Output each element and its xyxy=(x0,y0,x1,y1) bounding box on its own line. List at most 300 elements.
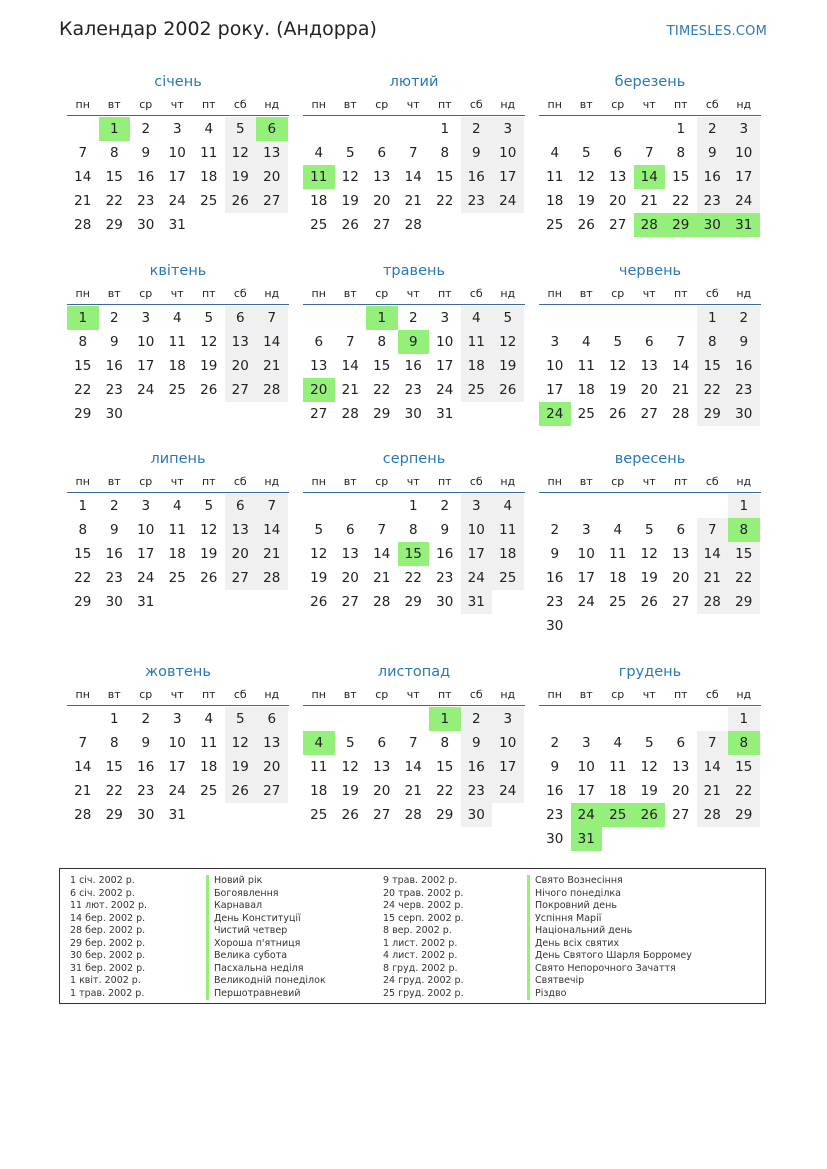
day-cell: 4 xyxy=(613,734,623,751)
day-cell: 5 xyxy=(345,144,355,161)
weekday-label: сб xyxy=(233,475,247,488)
day-cell: 20 xyxy=(640,381,658,398)
empty-cell xyxy=(398,117,430,141)
day-cell: 17 xyxy=(168,168,186,185)
day-cell: 12 xyxy=(640,545,658,562)
weekday-label: чт xyxy=(170,475,184,488)
day-cell: 12 xyxy=(640,758,658,775)
day-cell: 21 xyxy=(256,354,288,378)
weekday-label: пн xyxy=(311,287,326,300)
weekday-label: пт xyxy=(201,475,216,488)
day-cell: 27 xyxy=(373,216,391,233)
weekday-label: сб xyxy=(705,475,719,488)
empty-cell xyxy=(335,117,367,141)
day-cell: 23 xyxy=(697,189,729,213)
day-cell: 27 xyxy=(256,779,288,803)
day-cell: 11 xyxy=(461,330,493,354)
day-cell: 19 xyxy=(577,192,595,209)
empty-cell xyxy=(335,306,367,330)
legend-date: 29 бер. 2002 р. xyxy=(70,937,146,949)
legend-date: 31 бер. 2002 р. xyxy=(70,962,146,974)
day-cell: 15 xyxy=(105,168,123,185)
weekday-label: чт xyxy=(406,475,420,488)
day-cell: 18 xyxy=(577,381,595,398)
day-cell: 7 xyxy=(345,333,355,350)
empty-cell xyxy=(67,707,99,731)
weekday-header xyxy=(303,685,525,706)
legend-dates-right xyxy=(383,875,464,1000)
day-cell: 25 xyxy=(546,216,564,233)
day-cell: 22 xyxy=(436,192,454,209)
day-cell: 7 xyxy=(256,494,288,518)
day-cell: 6 xyxy=(345,521,355,538)
legend-date: 1 лист. 2002 р. xyxy=(383,937,458,949)
day-cell: 10 xyxy=(168,144,186,161)
day-cell: 8 xyxy=(78,521,88,538)
legend-holiday-name: Свято Непорочного Зачаття xyxy=(527,963,692,976)
day-cell: 9 xyxy=(461,141,493,165)
weekday-label: пн xyxy=(311,98,326,111)
day-cell: 17 xyxy=(461,542,493,566)
day-cell: 29 xyxy=(105,216,123,233)
day-cell: 12 xyxy=(609,357,627,374)
day-cell: 14 xyxy=(341,357,359,374)
day-cell: 29 xyxy=(728,590,760,614)
day-cell: 14 xyxy=(74,168,92,185)
empty-cell xyxy=(571,306,603,330)
day-grid xyxy=(67,707,289,827)
day-cell: 15 xyxy=(105,758,123,775)
empty-cell xyxy=(539,494,571,518)
day-cell: 19 xyxy=(200,357,218,374)
day-cell: 7 xyxy=(256,306,288,330)
day-cell: 18 xyxy=(310,782,328,799)
legend-date: 20 трав. 2002 р. xyxy=(383,887,464,899)
day-cell: 22 xyxy=(404,569,422,586)
legend-holiday-name: День всіх святих xyxy=(527,938,692,951)
day-cell: 27 xyxy=(310,405,328,422)
empty-cell xyxy=(335,707,367,731)
day-cell: 9 xyxy=(109,521,119,538)
legend-holiday-name: Успіння Марії xyxy=(527,913,692,926)
weekday-label: ср xyxy=(139,98,153,111)
day-cell: 26 xyxy=(492,378,524,402)
day-cell: 8 xyxy=(408,521,418,538)
day-cell: 17 xyxy=(137,357,155,374)
day-cell: 6 xyxy=(676,521,686,538)
day-cell: 1 xyxy=(676,120,686,137)
day-cell: 28 xyxy=(404,806,422,823)
month-name: жовтень xyxy=(145,664,211,680)
weekday-label: пн xyxy=(75,98,90,111)
weekday-label: сб xyxy=(233,287,247,300)
weekday-label: нд xyxy=(736,287,752,300)
day-cell: 16 xyxy=(436,545,454,562)
holiday-day-cell: 20 xyxy=(303,378,335,402)
weekday-label: нд xyxy=(500,475,516,488)
day-cell: 12 xyxy=(492,330,524,354)
weekday-header xyxy=(67,284,289,305)
legend-date: 25 груд. 2002 р. xyxy=(383,987,464,999)
weekday-label: нд xyxy=(736,688,752,701)
day-cell: 9 xyxy=(109,333,119,350)
day-cell: 9 xyxy=(550,758,560,775)
weekday-label: ср xyxy=(375,688,389,701)
day-cell: 30 xyxy=(728,402,760,426)
holiday-day-cell: 1 xyxy=(99,117,131,141)
day-cell: 14 xyxy=(404,758,422,775)
day-cell: 22 xyxy=(74,569,92,586)
day-cell: 29 xyxy=(697,402,729,426)
month-3 xyxy=(539,72,761,237)
day-cell: 19 xyxy=(341,782,359,799)
day-cell: 21 xyxy=(341,381,359,398)
day-cell: 6 xyxy=(377,734,387,751)
day-cell: 2 xyxy=(697,117,729,141)
empty-cell xyxy=(602,707,634,731)
day-cell: 17 xyxy=(168,758,186,775)
day-cell: 10 xyxy=(577,545,595,562)
day-cell: 23 xyxy=(436,569,454,586)
day-cell: 15 xyxy=(672,168,690,185)
day-cell: 16 xyxy=(546,569,564,586)
day-cell: 13 xyxy=(640,357,658,374)
day-grid xyxy=(539,117,761,237)
empty-cell xyxy=(571,117,603,141)
day-cell: 3 xyxy=(461,494,493,518)
empty-cell xyxy=(539,306,571,330)
day-cell: 22 xyxy=(672,192,690,209)
empty-cell xyxy=(697,707,729,731)
weekday-label: чт xyxy=(170,688,184,701)
day-cell: 5 xyxy=(345,734,355,751)
weekday-header xyxy=(539,685,761,706)
day-cell: 2 xyxy=(550,521,560,538)
legend-date: 9 трав. 2002 р. xyxy=(383,875,458,886)
day-grid xyxy=(67,306,289,426)
day-cell: 17 xyxy=(492,165,524,189)
holiday-day-cell: 9 xyxy=(398,330,430,354)
day-cell: 24 xyxy=(461,566,493,590)
month-name: січень xyxy=(154,74,202,90)
legend-holiday-name: Великодній понеділок xyxy=(206,975,326,988)
weekday-label: нд xyxy=(736,98,752,111)
day-cell: 23 xyxy=(105,569,123,586)
day-cell: 30 xyxy=(546,830,564,847)
day-cell: 11 xyxy=(200,144,218,161)
empty-cell xyxy=(602,117,634,141)
day-cell: 14 xyxy=(404,168,422,185)
legend-date: 1 січ. 2002 р. xyxy=(70,875,135,886)
day-cell: 26 xyxy=(200,381,218,398)
day-cell: 9 xyxy=(141,144,151,161)
day-cell: 6 xyxy=(225,306,257,330)
holiday-day-cell: 1 xyxy=(366,306,398,330)
day-cell: 5 xyxy=(581,144,591,161)
day-cell: 12 xyxy=(577,168,595,185)
weekday-label: вт xyxy=(107,688,121,701)
empty-cell xyxy=(634,494,666,518)
day-cell: 8 xyxy=(697,330,729,354)
legend-names-right xyxy=(527,875,692,1000)
day-cell: 3 xyxy=(141,497,151,514)
legend-date: 14 бер. 2002 р. xyxy=(70,912,146,924)
weekday-label: сб xyxy=(233,98,247,111)
day-cell: 20 xyxy=(225,542,257,566)
day-cell: 10 xyxy=(546,357,564,374)
day-cell: 16 xyxy=(728,354,760,378)
day-cell: 5 xyxy=(225,117,257,141)
day-cell: 21 xyxy=(640,192,658,209)
weekday-label: сб xyxy=(469,98,483,111)
weekday-label: пт xyxy=(201,287,216,300)
day-cell: 30 xyxy=(137,806,155,823)
day-cell: 23 xyxy=(461,779,493,803)
day-cell: 7 xyxy=(408,144,418,161)
day-cell: 2 xyxy=(109,497,119,514)
day-cell: 18 xyxy=(609,782,627,799)
day-cell: 11 xyxy=(546,168,564,185)
empty-cell xyxy=(303,306,335,330)
weekday-label: пт xyxy=(437,475,452,488)
day-cell: 1 xyxy=(728,494,760,518)
weekday-label: ср xyxy=(139,475,153,488)
day-cell: 23 xyxy=(728,378,760,402)
holiday-day-cell: 26 xyxy=(634,803,666,827)
day-cell: 25 xyxy=(492,566,524,590)
month-name: грудень xyxy=(618,664,682,680)
day-cell: 29 xyxy=(373,405,391,422)
weekday-label: ср xyxy=(611,688,625,701)
weekday-label: чт xyxy=(406,98,420,111)
day-cell: 14 xyxy=(697,755,729,779)
day-cell: 20 xyxy=(256,755,288,779)
day-cell: 26 xyxy=(225,189,257,213)
holiday-day-cell: 1 xyxy=(67,306,99,330)
weekday-label: нд xyxy=(736,475,752,488)
legend-date: 11 лют. 2002 р. xyxy=(70,900,147,911)
day-cell: 9 xyxy=(728,330,760,354)
day-cell: 17 xyxy=(546,381,564,398)
day-cell: 4 xyxy=(461,306,493,330)
day-cell: 10 xyxy=(461,518,493,542)
day-cell: 27 xyxy=(609,216,627,233)
day-cell: 19 xyxy=(640,569,658,586)
day-cell: 12 xyxy=(341,758,359,775)
day-cell: 15 xyxy=(728,542,760,566)
day-grid xyxy=(303,117,525,237)
day-cell: 17 xyxy=(137,545,155,562)
month-name: лютий xyxy=(389,74,439,90)
weekday-label: пт xyxy=(437,98,452,111)
empty-cell xyxy=(335,494,367,518)
holiday-day-cell: 24 xyxy=(539,402,571,426)
day-cell: 5 xyxy=(644,734,654,751)
weekday-label: вт xyxy=(579,98,593,111)
weekday-header xyxy=(303,95,525,116)
legend-holiday-name: Свято Вознесіння xyxy=(527,875,692,888)
legend-date: 6 січ. 2002 р. xyxy=(70,887,135,899)
weekday-label: сб xyxy=(705,98,719,111)
weekday-label: вт xyxy=(579,688,593,701)
day-cell: 16 xyxy=(461,165,493,189)
day-cell: 13 xyxy=(256,731,288,755)
day-grid xyxy=(539,494,761,638)
day-grid xyxy=(303,707,525,827)
weekday-label: пт xyxy=(437,688,452,701)
day-cell: 28 xyxy=(256,566,288,590)
day-cell: 12 xyxy=(200,333,218,350)
legend-holiday-name: Карнавал xyxy=(206,900,326,913)
day-cell: 29 xyxy=(74,405,92,422)
day-cell: 7 xyxy=(676,333,686,350)
weekday-label: нд xyxy=(264,688,280,701)
day-cell: 2 xyxy=(141,120,151,137)
day-cell: 20 xyxy=(672,782,690,799)
day-cell: 18 xyxy=(310,192,328,209)
legend-holiday-name: Богоявлення xyxy=(206,888,326,901)
weekday-label: вт xyxy=(579,475,593,488)
day-cell: 6 xyxy=(225,494,257,518)
weekday-header xyxy=(539,472,761,493)
day-cell: 21 xyxy=(74,192,92,209)
day-cell: 15 xyxy=(74,357,92,374)
day-cell: 5 xyxy=(204,309,214,326)
day-cell: 19 xyxy=(200,545,218,562)
day-cell: 24 xyxy=(137,569,155,586)
day-cell: 15 xyxy=(436,168,454,185)
day-grid xyxy=(539,306,761,426)
month-12 xyxy=(539,662,761,851)
holiday-day-cell: 11 xyxy=(303,165,335,189)
day-cell: 31 xyxy=(137,593,155,610)
weekday-label: сб xyxy=(469,688,483,701)
day-grid xyxy=(303,306,525,426)
day-cell: 22 xyxy=(728,566,760,590)
day-cell: 8 xyxy=(440,734,450,751)
day-cell: 12 xyxy=(225,141,257,165)
day-cell: 18 xyxy=(168,545,186,562)
day-cell: 3 xyxy=(550,333,560,350)
day-cell: 7 xyxy=(78,734,88,751)
day-cell: 4 xyxy=(314,144,324,161)
day-cell: 22 xyxy=(436,782,454,799)
day-cell: 25 xyxy=(577,405,595,422)
legend-date: 1 трав. 2002 р. xyxy=(70,987,145,999)
legend-holiday-name: Пасхальна неділя xyxy=(206,963,326,976)
day-cell: 24 xyxy=(168,782,186,799)
month-name: березень xyxy=(614,74,686,90)
weekday-label: вт xyxy=(107,475,121,488)
day-cell: 21 xyxy=(697,566,729,590)
weekday-label: чт xyxy=(406,287,420,300)
day-cell: 11 xyxy=(310,758,328,775)
day-cell: 25 xyxy=(200,192,218,209)
day-cell: 27 xyxy=(672,806,690,823)
weekday-label: сб xyxy=(705,287,719,300)
day-cell: 18 xyxy=(609,569,627,586)
weekday-label: ср xyxy=(375,287,389,300)
month-name: червень xyxy=(618,263,682,279)
legend-holiday-name: Велика субота xyxy=(206,950,326,963)
day-cell: 8 xyxy=(676,144,686,161)
weekday-header xyxy=(303,472,525,493)
day-cell: 5 xyxy=(225,707,257,731)
day-cell: 2 xyxy=(408,309,418,326)
day-cell: 24 xyxy=(137,381,155,398)
day-cell: 6 xyxy=(256,707,288,731)
day-cell: 4 xyxy=(204,120,214,137)
day-cell: 23 xyxy=(105,381,123,398)
day-cell: 13 xyxy=(373,168,391,185)
day-cell: 10 xyxy=(728,141,760,165)
day-cell: 7 xyxy=(78,144,88,161)
day-cell: 15 xyxy=(697,354,729,378)
holiday-day-cell: 24 xyxy=(571,803,603,827)
day-cell: 25 xyxy=(609,593,627,610)
day-cell: 11 xyxy=(577,357,595,374)
day-cell: 12 xyxy=(341,168,359,185)
day-cell: 10 xyxy=(492,731,524,755)
day-cell: 16 xyxy=(404,357,422,374)
day-cell: 13 xyxy=(225,330,257,354)
day-cell: 5 xyxy=(613,333,623,350)
weekday-label: пн xyxy=(547,98,562,111)
day-cell: 25 xyxy=(200,782,218,799)
month-name: липень xyxy=(150,451,206,467)
weekday-label: вт xyxy=(343,688,357,701)
legend-holiday-name: Святвечір xyxy=(527,975,692,988)
month-name: квітень xyxy=(149,263,207,279)
weekday-label: ср xyxy=(375,98,389,111)
day-cell: 17 xyxy=(728,165,760,189)
day-cell: 4 xyxy=(613,521,623,538)
day-cell: 26 xyxy=(640,593,658,610)
day-cell: 10 xyxy=(168,734,186,751)
day-cell: 26 xyxy=(341,216,359,233)
day-cell: 25 xyxy=(168,569,186,586)
weekday-label: пт xyxy=(437,287,452,300)
day-cell: 28 xyxy=(697,590,729,614)
day-cell: 28 xyxy=(697,803,729,827)
day-cell: 12 xyxy=(200,521,218,538)
weekday-label: пн xyxy=(75,287,90,300)
day-cell: 18 xyxy=(492,542,524,566)
weekday-label: вт xyxy=(579,287,593,300)
month-1 xyxy=(67,72,289,237)
empty-cell xyxy=(571,707,603,731)
day-cell: 11 xyxy=(200,734,218,751)
day-cell: 7 xyxy=(644,144,654,161)
day-cell: 14 xyxy=(74,758,92,775)
legend-date: 8 груд. 2002 р. xyxy=(383,962,458,974)
holiday-day-cell: 29 xyxy=(665,213,697,237)
legend-holiday-name: Чистий четвер xyxy=(206,925,326,938)
day-cell: 17 xyxy=(577,569,595,586)
day-cell: 8 xyxy=(109,144,119,161)
weekday-label: пн xyxy=(311,475,326,488)
weekday-label: пн xyxy=(75,688,90,701)
day-cell: 20 xyxy=(672,569,690,586)
site-link[interactable]: TIMESLES.COM xyxy=(666,24,767,39)
month-5 xyxy=(303,261,525,426)
day-cell: 16 xyxy=(697,165,729,189)
month-name: вересень xyxy=(614,451,686,467)
weekday-label: вт xyxy=(107,98,121,111)
day-cell: 14 xyxy=(672,357,690,374)
weekday-label: нд xyxy=(500,688,516,701)
day-cell: 19 xyxy=(492,354,524,378)
